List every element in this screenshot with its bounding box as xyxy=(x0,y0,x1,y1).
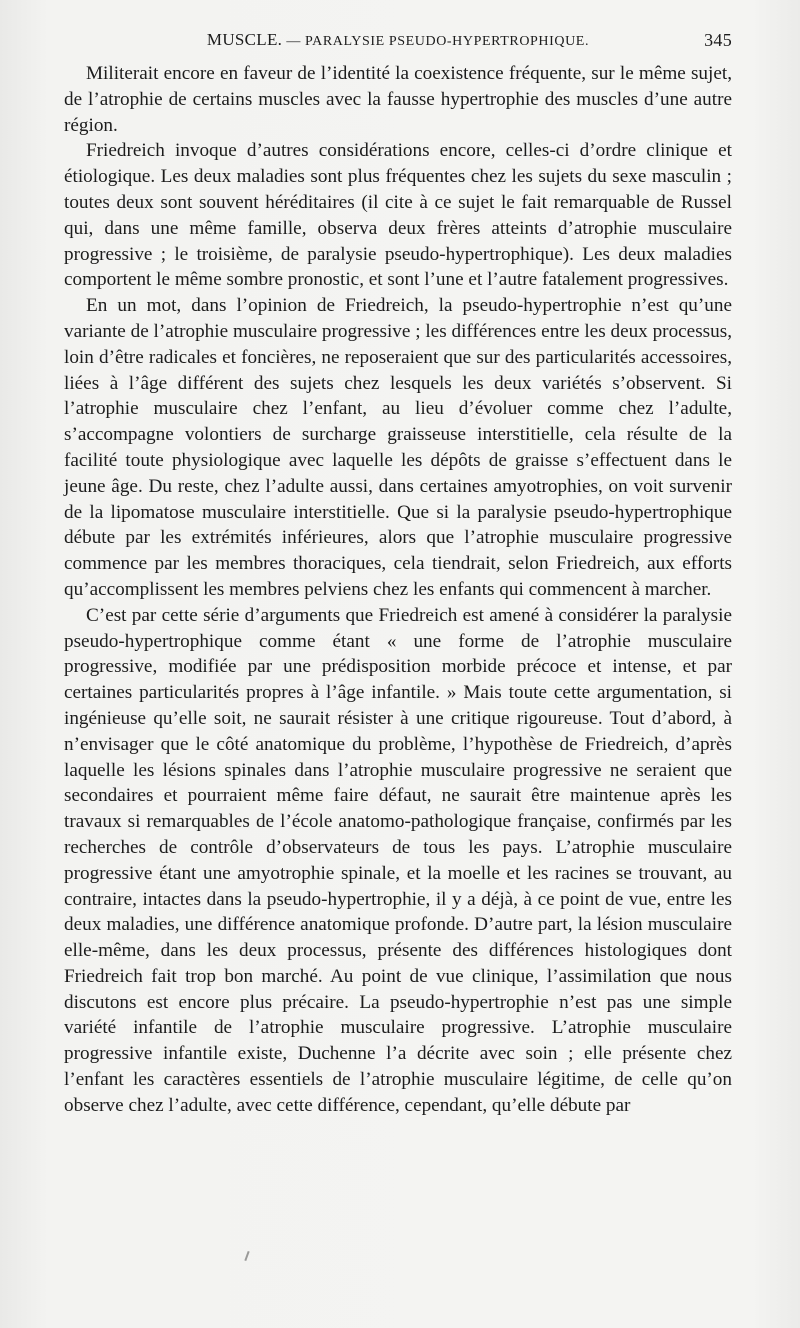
running-title xyxy=(64,30,732,50)
paragraph-2: Friedreich invoque d’autres considérations encore, celles-ci d’ordre clinique et étiologique. Les deux maladies sont plus fréquentes chez les sujets du sexe masculin ; toutes deux sont souvent héréditaires (il cite à ce sujet le fait remarquable de Russel qui, dans une même famille, observa deux frères atteints d’atrophie musculaire progressive ; le troisième, de paralysie pseudo-hypertrophique). Les deux maladies comportent le même sombre pronostic, et sont l’une et l’autre fatalement progressives. xyxy=(64,140,732,291)
paragraph-1: Militerait encore en faveur de l’identité la coexistence fréquente, sur le même sujet, de l’atrophie de certains muscles avec la fausse hypertrophie des muscles d’une autre région. xyxy=(64,63,732,136)
paragraph-3: En un mot, dans l’opinion de Friedreich, la pseudo-hypertrophie n’est qu’une variante de l’atrophie musculaire progressive ; les différences entre les deux processus, loin d’être radicales et foncières, ne reposeraient que sur des particularités accessoires, liées à l’âge différent des sujets chez lesquels les deux variétés s’observent. Si l’atrophie musculaire chez l’enfant, au lieu d’évoluer comme chez l’adulte, s’accompagne volontiers de surcharge graisseuse interstitielle, cela résulte de la facilité toute physiologique avec laquelle les dépôts de graisse s’effectuent dans le jeune âge. Du reste, chez l’adulte aussi, dans certaines amyotrophies, on voit survenir de la lipomatose musculaire interstitielle. Que si la paralysie pseudo-hypertrophique débute par les extrémités inférieures, alors que l’atrophie musculaire progressive commence par les membres thoraciques, cela tiendrait, selon Friedreich, aux efforts qu’accomplissent les membres pelviens chez les enfants qui commencent à marcher. xyxy=(64,295,732,600)
paper-speck xyxy=(244,1251,249,1261)
running-title-subtitle: — PARALYSIE PSEUDO-HYPERTROPHIQUE. xyxy=(282,34,590,49)
running-header xyxy=(64,30,732,56)
body-text xyxy=(64,61,732,1119)
paragraph-4: C’est par cette série d’arguments que Friedreich est amené à considérer la paralysie pseudo-hypertrophique comme étant « une forme de l’atrophie musculaire progressive, modifiée par une prédisposition morbide précoce et intense, et par certaines particularités propres à l’âge infantile. » Mais toute cette argumentation, si ingénieuse qu’elle soit, ne saurait résister à une critique rigoureuse. Tout d’abord, à n’envisager que le côté anatomique du problème, l’hypothèse de Friedreich, d’après laquelle les lésions spinales dans l’atrophie musculaire progressive ne seraient que secondaires et pourraient même faire défaut, ne saurait être maintenue après les travaux si remarquables de l’école anatomo-pathologique française, confirmés par les recherches de contrôle d’observateurs de tous les pays. L’atrophie musculaire progressive étant une amyotrophie spinale, et la moelle et les racines se trouvant, au contraire, intactes dans la pseudo-hypertrophie, il y a déjà, à ce point de vue, entre les deux maladies, une différence anatomique profonde. D’autre part, la lésion musculaire elle-même, dans les deux processus, présente des différences histologiques dont Friedreich fait trop bon marché. Au point de vue clinique, l’assimilation que nous discutons est encore plus précaire. La pseudo-hypertrophie n’est pas une simple variété infantile de l’atrophie musculaire progressive. L’atrophie musculaire progressive infantile existe, Duchenne l’a décrite avec soin ; elle présente chez l’enfant les caractères essentiels de l’atrophie musculaire légitime, de celle qu’on observe chez l’adulte, avec cette différence, cependant, qu’elle débute par xyxy=(64,604,732,1116)
page-number: 345 xyxy=(704,30,732,50)
running-title-main: MUSCLE. xyxy=(206,30,283,49)
